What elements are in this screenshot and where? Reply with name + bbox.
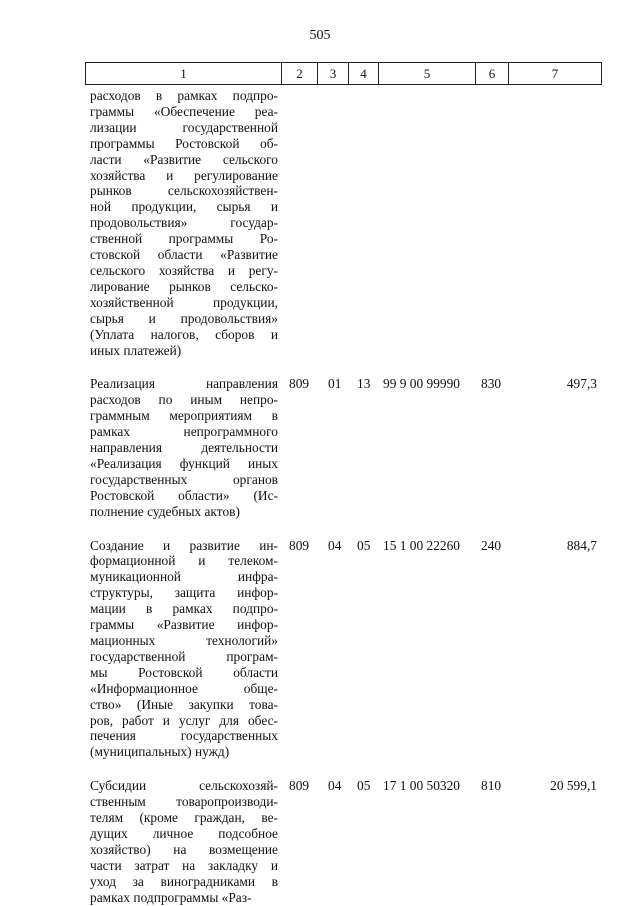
description-line: «Реализация функций иных — [90, 455, 278, 471]
description-line: Субсидии сельскохозяй- — [90, 778, 278, 794]
description-line: полнение судебных актов) — [90, 503, 240, 519]
page-number: 505 — [309, 28, 331, 43]
ministry-code: 809 — [289, 376, 310, 392]
description-line: ной продукции, сырья и — [90, 199, 278, 215]
description-line: Создание и развитие ин- — [90, 537, 278, 553]
section-code: 04 — [328, 537, 342, 553]
target-article: 15 1 00 22260 — [383, 537, 460, 553]
description-line: программы Ростовской об- — [90, 135, 278, 151]
amount: 20 599,1 — [550, 778, 597, 794]
table-row — [85, 88, 601, 358]
description-line: мы Ростовской области — [90, 664, 278, 680]
description-line: расходов по иным непро- — [90, 392, 278, 408]
row-spacer — [85, 520, 601, 538]
description-line: сырья и продовольствия» — [90, 310, 278, 326]
section-code: 01 — [328, 376, 342, 392]
ministry-code: 809 — [289, 537, 310, 553]
description-line: Реализация направления — [90, 376, 278, 392]
description-line: ласти «Развитие сельского — [90, 151, 278, 167]
description-line: рамках непрограммного — [90, 424, 278, 440]
description-line: расходов в рамках подпро- — [90, 88, 278, 103]
description-line: ров, работ и услуг для обес- — [90, 712, 278, 728]
description-line: формационной и телеком- — [90, 553, 278, 569]
column-header-1: 1 — [86, 63, 282, 85]
description-line: ственной программы Ро- — [90, 231, 278, 247]
column-header-7: 7 — [509, 63, 602, 85]
target-article: 17 1 00 50320 — [383, 778, 460, 794]
description-line: дущих личное подсобное — [90, 825, 278, 841]
description-line: части затрат на закладку и — [90, 857, 278, 873]
subsection-code: 05 — [357, 778, 371, 794]
row-description — [85, 376, 278, 519]
description-line: «Информационное обще- — [90, 680, 278, 696]
column-header-3: 3 — [318, 63, 349, 85]
row-description — [85, 537, 278, 761]
column-header-row — [85, 62, 602, 85]
ministry-code: 809 — [289, 778, 310, 794]
column-header-2: 2 — [282, 63, 318, 85]
table-row — [85, 778, 601, 905]
description-line: государственной програм- — [90, 648, 278, 664]
description-line: хозяйственной продукции, — [90, 294, 278, 310]
description-line: граммы «Развитие инфор- — [90, 617, 278, 633]
description-line: продовольствия» государ- — [90, 215, 278, 231]
amount: 497,3 — [566, 376, 597, 392]
description-line: направления деятельности — [90, 440, 278, 456]
description-line: (муниципальных) нужд) — [90, 744, 230, 760]
column-header-6: 6 — [476, 63, 509, 85]
expense-type: 240 — [481, 537, 502, 553]
description-line: рамках подпрограммы «Раз- — [90, 889, 252, 905]
description-line: сельского хозяйства и регу- — [90, 262, 278, 278]
column-header-5: 5 — [379, 63, 476, 85]
description-line: ственным товаропроизводи- — [90, 794, 278, 810]
column-header-4: 4 — [349, 63, 379, 85]
subsection-code: 05 — [357, 537, 371, 553]
description-line: граммы «Обеспечение реа- — [90, 103, 278, 119]
expense-type: 830 — [481, 376, 502, 392]
row-description — [85, 88, 278, 358]
expense-type: 810 — [481, 778, 502, 794]
description-line: хозяйства и регулирование — [90, 167, 278, 183]
row-spacer — [85, 760, 601, 778]
target-article: 99 9 00 99990 — [383, 376, 460, 392]
description-line: хозяйство) на возмещение — [90, 841, 278, 857]
subsection-code: 13 — [357, 376, 371, 392]
table-body — [85, 88, 601, 906]
description-line: уход за виноградниками в — [90, 873, 278, 889]
description-line: рынков сельскохозяйствен- — [90, 183, 278, 199]
amount: 884,7 — [566, 537, 597, 553]
description-line: граммным мероприятиям в — [90, 408, 278, 424]
row-description — [85, 778, 278, 905]
description-line: иных платежей) — [90, 342, 182, 358]
description-line: (Уплата налогов, сборов и — [90, 326, 278, 342]
description-line: лирование рынков сельско- — [90, 278, 278, 294]
description-line: Ростовской области» (Ис- — [90, 487, 278, 503]
description-line: мации в рамках подпро- — [90, 601, 278, 617]
description-line: стовской области «Развитие — [90, 247, 278, 263]
description-line: телям (кроме граждан, ве- — [90, 810, 278, 826]
description-line: лизации государственной — [90, 119, 278, 135]
table-row — [85, 376, 601, 519]
description-line: государственных органов — [90, 471, 278, 487]
row-spacer — [85, 358, 601, 376]
description-line: мационных технологий» — [90, 633, 278, 648]
table-row — [85, 538, 601, 761]
description-line: муникационной инфра- — [90, 569, 278, 585]
section-code: 04 — [328, 778, 342, 794]
description-line: печения государственных — [90, 728, 278, 744]
description-line: ство» (Иные закупки това- — [90, 696, 278, 712]
description-line: структуры, защита инфор- — [90, 585, 278, 601]
